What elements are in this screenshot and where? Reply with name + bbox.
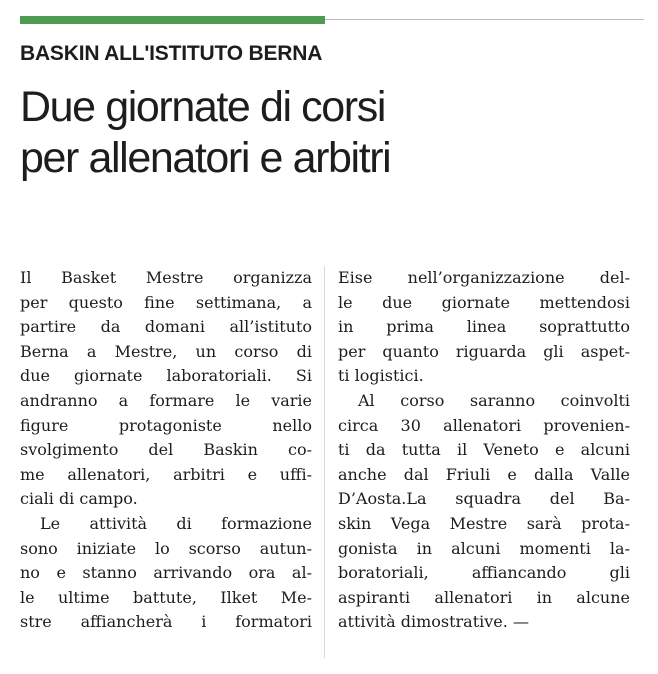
body-line: andranno a formare le varie: [20, 390, 312, 410]
section-thin-rule: [325, 19, 644, 20]
body-line: gonista in alcuni momenti la-: [338, 538, 630, 558]
headline-line: Due giornate di corsi: [20, 83, 385, 131]
body-line: Le attività di formazione: [40, 513, 312, 533]
headline-line: per allenatori e arbitri: [20, 134, 391, 182]
body-line: boratoriali, affiancando gli: [338, 563, 630, 583]
body-line: Al corso saranno coinvolti: [358, 390, 630, 410]
body-line: aspiranti allenatori in alcune: [338, 587, 630, 607]
body-line: per quanto riguarda gli aspet-: [338, 341, 630, 361]
body-line: per questo fine settimana, a: [20, 292, 312, 312]
body-line: me allenatori, arbitri e uffi-: [20, 464, 312, 484]
body-line: le ultime battute, Ilket Me-: [20, 587, 312, 607]
body-line: skin Vega Mestre sarà prota-: [338, 513, 630, 533]
body-line: ti logistici.: [338, 366, 424, 386]
body-line: due giornate laboratoriali. Si: [20, 366, 312, 386]
article-column-right: [338, 266, 630, 635]
body-line: partire da domani all’istituto: [20, 317, 312, 337]
body-line: D’Aosta.La squadra del Ba-: [338, 489, 630, 509]
article-kicker: BASKIN ALL'ISTITUTO BERNA: [20, 42, 323, 65]
body-line: Eise nell’organizzazione del-: [338, 268, 630, 287]
body-line: le due giornate mettendosi: [338, 292, 630, 312]
article-headline: [20, 82, 640, 184]
body-line: stre affiancherà i formatori: [20, 612, 312, 632]
body-line: circa 30 allenatori provenien-: [338, 415, 630, 435]
section-accent-bar: [20, 16, 325, 24]
body-line: ciali di campo.: [20, 489, 138, 509]
column-divider: [324, 266, 325, 658]
body-line: ti da tutta il Veneto e alcuni: [338, 440, 630, 460]
body-line: attività dimostrative. —: [338, 612, 529, 632]
body-line: Berna a Mestre, un corso di: [20, 341, 312, 361]
body-line: sono iniziate lo scorso autun-: [20, 538, 312, 558]
body-line: no e stanno arrivando ora al-: [20, 563, 312, 583]
body-line: anche dal Friuli e dalla Valle: [338, 464, 630, 484]
body-line: figure protagoniste nello: [20, 415, 312, 435]
section-top-rule: [20, 16, 644, 24]
body-line: in prima linea soprattutto: [338, 317, 630, 337]
article-column-left: [20, 266, 312, 635]
body-line: svolgimento del Baskin co-: [20, 440, 312, 460]
body-line: Il Basket Mestre organizza: [20, 268, 312, 287]
